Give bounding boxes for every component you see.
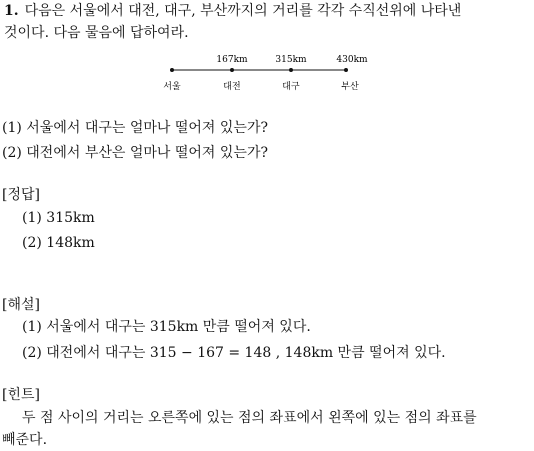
point-daegu (289, 68, 293, 72)
distance-label-daejeon: 167km (216, 55, 248, 65)
answer-2: (2) 148km (22, 235, 95, 251)
answer-1: (1) 315km (22, 210, 95, 226)
distance-label-busan: 430km (336, 55, 368, 65)
hint-header: [힌트] (2, 387, 40, 403)
question-1: (1) 서울에서 대구는 얼마나 떨어져 있는가? (2, 120, 268, 136)
problem-text-1: 다음은 서울에서 대전, 대구, 부산까지의 거리를 각각 수직선위에 나타낸 (24, 3, 462, 19)
hint-line-1: 두 점 사이의 거리는 오른쪽에 있는 점의 좌표에서 왼쪽에 있는 점의 좌표를 (22, 410, 477, 426)
city-label-daejeon: 대전 (223, 82, 241, 92)
city-label-seoul: 서울 (163, 82, 181, 92)
explanation-header: [해설] (2, 297, 40, 313)
answer-header: [정답] (2, 187, 40, 203)
hint-line-2: 빼준다. (2, 432, 48, 448)
point-busan (344, 68, 348, 72)
point-daejeon (230, 68, 234, 72)
question-2: (2) 대전에서 부산은 얼마나 떨어져 있는가? (2, 145, 268, 161)
distance-label-daegu: 315km (275, 55, 307, 65)
point-seoul (170, 68, 174, 72)
city-label-busan: 부산 (341, 82, 359, 92)
explanation-2: (2) 대전에서 대구는 315 − 167 = 148 , 148km 만큼 떨어져 있다. (22, 345, 446, 361)
city-label-daegu: 대구 (282, 82, 300, 92)
problem-line-2: 것이다. 다음 물음에 답하여라. (4, 25, 189, 41)
explanation-1: (1) 서울에서 대구는 315km 만큼 떨어져 있다. (22, 319, 311, 335)
problem-number: 1. (4, 3, 19, 19)
